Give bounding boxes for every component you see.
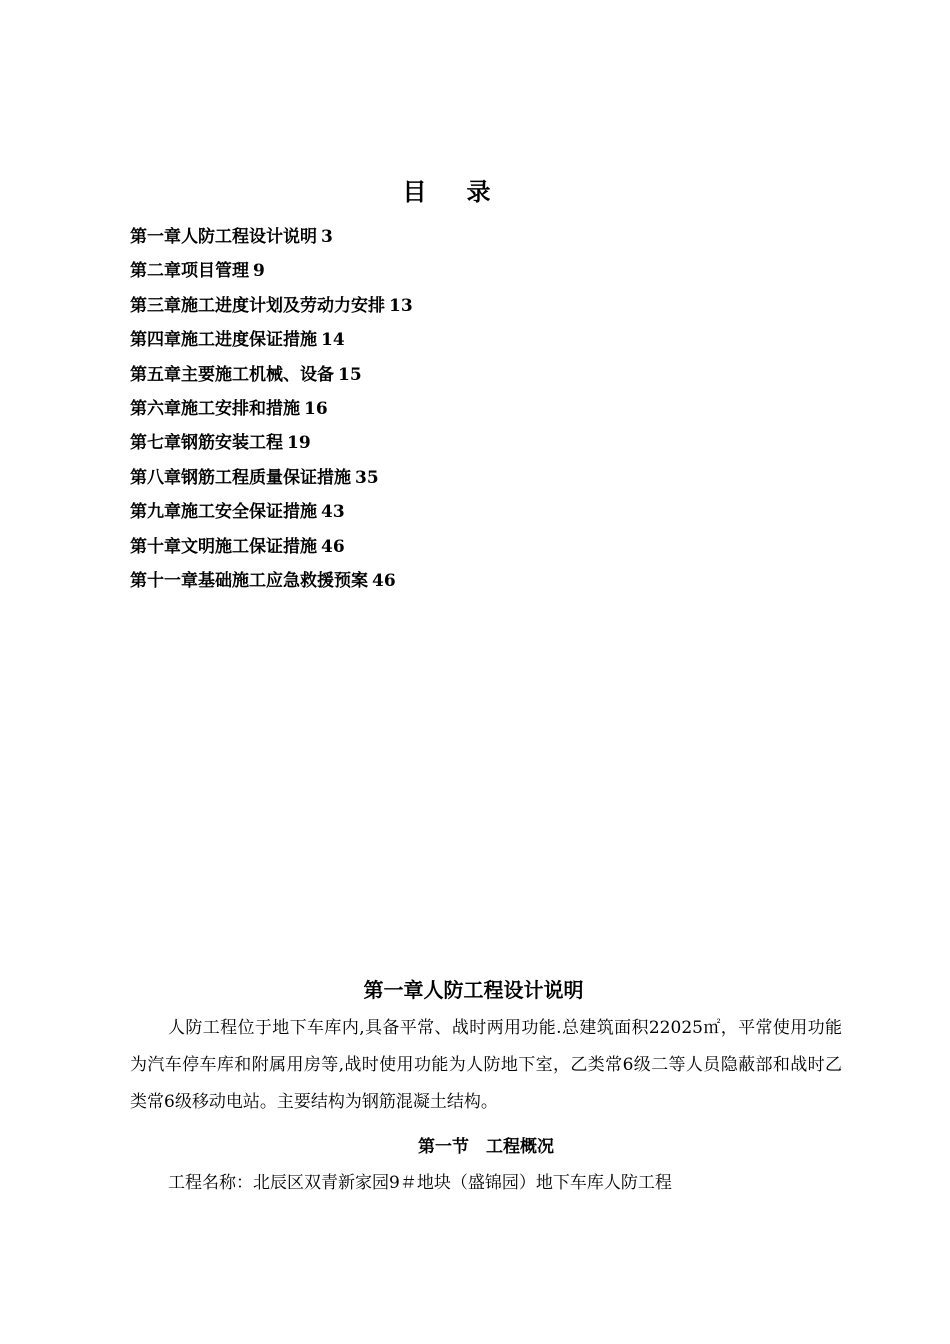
toc-item-page: 13 [389,295,413,316]
toc-item-label: 第一章人防工程设计说明 [130,227,317,247]
toc-item-2[interactable] [130,254,413,288]
toc-item-7[interactable] [130,426,413,460]
toc-title: 目录 [402,177,531,206]
toc-item-label: 第六章施工安排和措施 [130,398,300,419]
toc-item-page: 19 [287,433,311,454]
toc-item-label: 第五章主要施工机械、设备 [130,364,334,385]
toc-item-label: 第八章钢筋工程质量保证措施 [130,467,351,488]
toc-item-3[interactable] [130,289,413,323]
toc-item-4[interactable] [130,323,413,357]
toc-item-page: 43 [321,502,345,523]
toc-item-label: 第十章文明施工保证措施 [130,536,317,557]
toc-list [130,220,413,598]
toc-item-page: 46 [372,570,396,591]
toc-item-page: 15 [338,364,362,385]
toc-item-8[interactable] [130,461,413,495]
toc-item-11[interactable] [130,564,413,598]
toc-item-page: 46 [321,536,345,557]
toc-item-page: 35 [355,467,379,488]
toc-item-10[interactable] [130,530,413,564]
toc-item-page: 9 [253,261,265,282]
toc-item-label: 第七章钢筋安装工程 [130,433,283,454]
toc-item-page: 3 [321,227,333,247]
toc-item-label: 第三章施工进度计划及劳动力安排 [130,295,385,316]
section-title: 第一节 工程概况 [418,1137,554,1157]
toc-item-9[interactable] [130,495,413,529]
toc-item-6[interactable] [130,392,413,426]
toc-item-5[interactable] [130,358,413,392]
toc-item-label: 第十一章基础施工应急救援预案 [130,570,368,591]
chapter-title: 第一章人防工程设计说明 [363,978,584,1002]
toc-item-1[interactable] [130,220,413,254]
toc-item-page: 16 [304,398,328,419]
toc-item-page: 14 [321,330,345,351]
project-name-line: 工程名称：北辰区双青新家园9＃地块（盛锦园）地下车库人防工程 [168,1173,672,1193]
toc-item-label: 第九章施工安全保证措施 [130,502,317,523]
toc-item-label: 第二章项目管理 [130,261,249,282]
toc-item-label: 第四章施工进度保证措施 [130,330,317,351]
chapter-intro-paragraph: 人防工程位于地下车库内,具备平常、战时两用功能.总建筑面积22025㎡，平常使用功能为汽车停车库和附属用房等,战时使用功能为人防地下室，乙类常6级二等人员隐蔽部和战时乙类常6级移动电站。主要结构为钢筋混凝土结构。 [130,1018,842,1112]
